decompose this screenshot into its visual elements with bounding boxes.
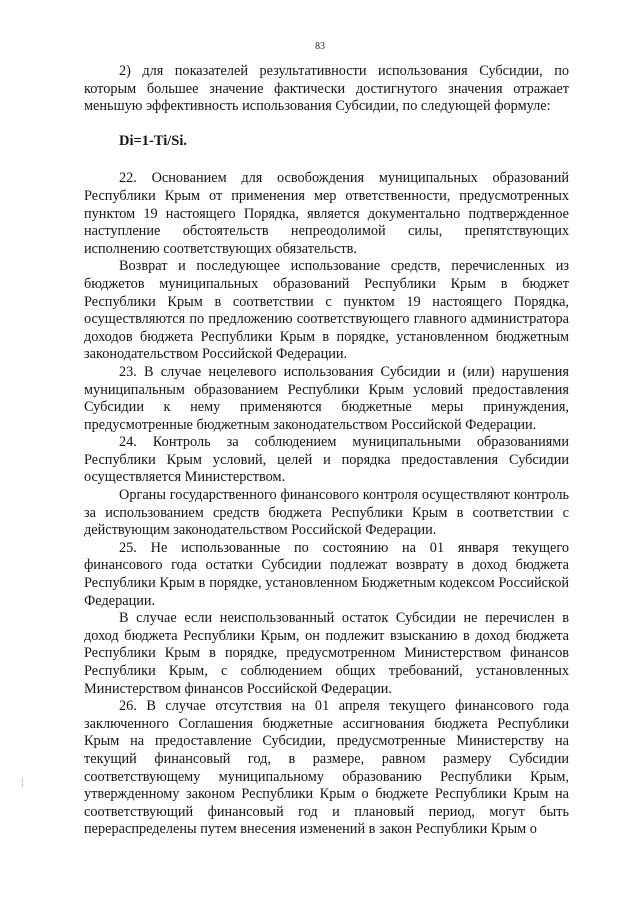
document-body <box>84 63 569 839</box>
paragraph: 26. В случае отсутствия на 01 апреля текущего финансового года заключенного Соглашения бюджетные ассигнования бюджета Республики Крым на предоставление Субсидии, предусмотренные Министерству на текущий финансовый год, в размере, равном размеру Субсидии соответствующему муниципальному образованию Республики Крым, утвержденному законом Республики Крым о бюджете Республики Крым на соответствующий финансовый год и плановый период, могут быть перераспределены путем внесения изменений в закон Республики Крым о <box>84 698 569 838</box>
paragraph: 23. В случае нецелевого использования Субсидии и (или) нарушения муниципальным образованием Республики Крым условий предоставления Субсидии к нему применяются бюджетные меры принуждения, предусмотренные бюджетным законодательством Российской Федерации. <box>84 363 569 433</box>
paragraph: 25. Не использованные по состоянию на 01 января текущего финансового года остатки Субсидии подлежат возврату в доход бюджета Республики Крым в порядке, установленном Бюджетным кодексом Российской Федерации. <box>84 539 569 609</box>
paragraph: 2) для показателей результативности использования Субсидии, по которым большее значение фактически достигнутого значения отражает меньшую эффективность использования Субсидии, по следующей формуле: <box>84 63 569 115</box>
paragraph: 24. Контроль за соблюдением муниципальными образованиями Республики Крым условий, целей и порядка предоставления Субсидии осуществляется Министерством. <box>84 434 569 486</box>
page-number: 83 <box>315 41 325 52</box>
paragraph: Органы государственного финансового контроля осуществляют контроль за использованием средств бюджета Республики Крым в соответствии с действующим законодательством Российской Федерации. <box>84 487 569 539</box>
scan-artifact-mark <box>22 778 23 787</box>
paragraph: 22. Основанием для освобождения муниципальных образований Республики Крым от применения мер ответственности, предусмотренных пунктом 19 настоящего Порядка, является документально подтвержденное наступление обстоятельств непреодолимой силы, препятствующих исполнению соответствующих обязательств. <box>84 170 569 257</box>
paragraph: Возврат и последующее использование средств, перечисленных из бюджетов муниципальных образований Республики Крым в бюджет Республики Крым в соответствии с пунктом 19 настоящего Порядка, осуществляются по предложению соответствующего главного администратора доходов бюджета Республики Крым в порядке, установленном бюджетным законодательством Российской Федерации. <box>84 258 569 363</box>
paragraph: В случае если неиспользованный остаток Субсидии не перечислен в доход бюджета Республики Крым, он подлежит взысканию в доход бюджета Республики Крым в порядке, предусмотренном Министерством финансов Республики Крым, с соблюдением общих требований, установленных Министерством финансов Российской Федерации. <box>84 610 569 697</box>
formula: Di=1-Ti/Si. <box>119 132 188 149</box>
